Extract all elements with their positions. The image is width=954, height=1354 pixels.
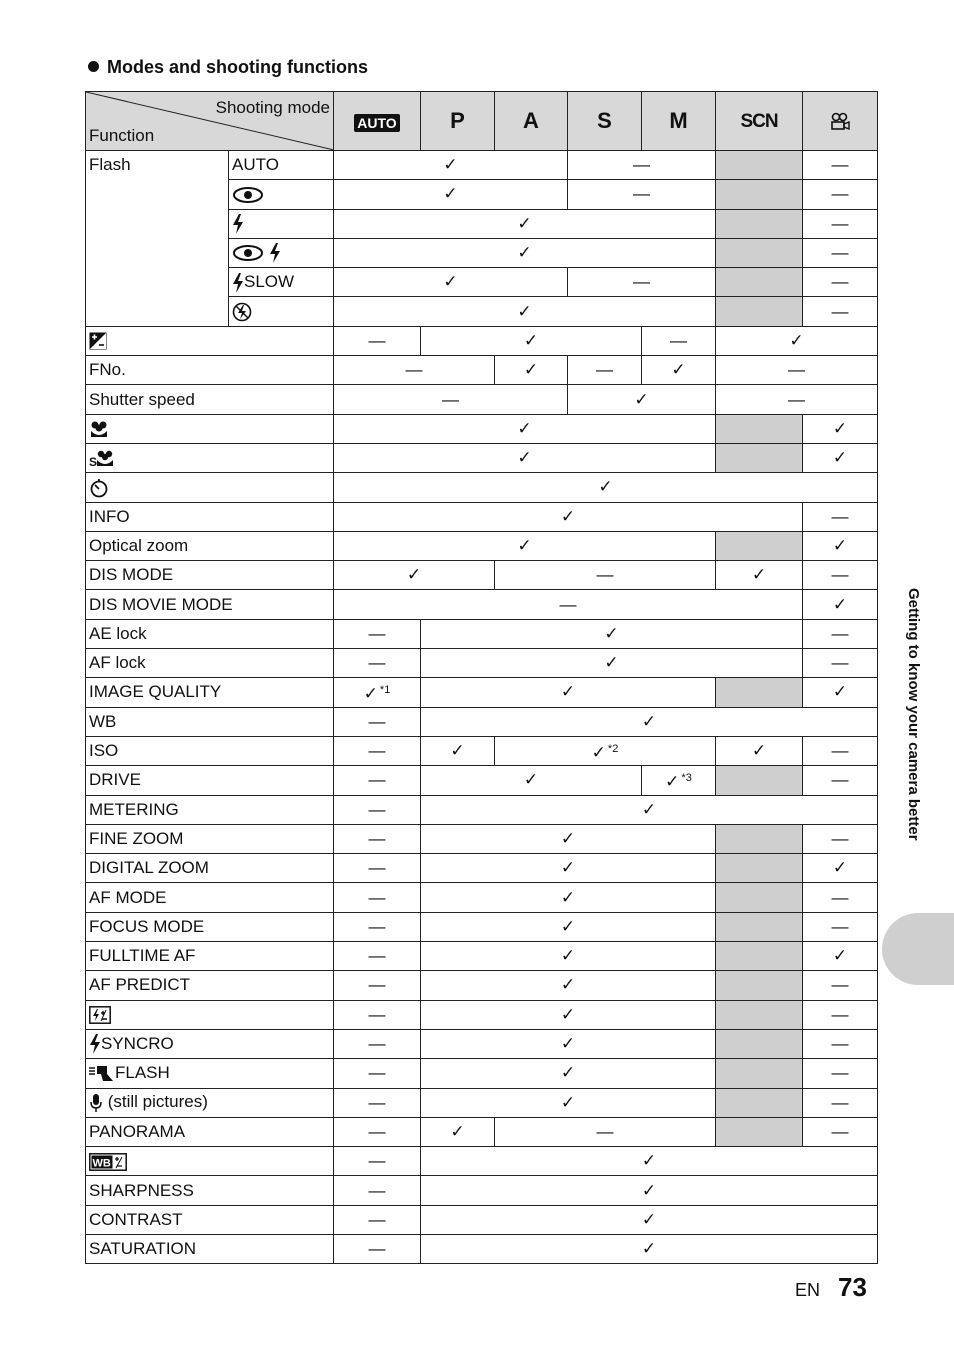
flash-intensity-icon — [89, 1006, 111, 1024]
dash-cell: — — [803, 824, 878, 853]
page-number: 73 — [838, 1272, 867, 1302]
dash-cell: — — [334, 1147, 421, 1176]
check-cell: ✓ — [716, 326, 878, 355]
table-row — [86, 151, 878, 180]
check-cell: ✓ — [421, 824, 716, 853]
dash-cell: — — [334, 590, 803, 619]
unavailable-cell — [716, 942, 803, 971]
dash-cell: — — [334, 854, 421, 883]
check-cell: ✓ — [421, 1029, 716, 1058]
unavailable-cell — [716, 766, 803, 795]
unavailable-cell — [716, 238, 803, 267]
check-cell: ✓ — [803, 942, 878, 971]
flash-auto-label: AUTO — [229, 151, 334, 180]
flash-text: FLASH — [115, 1063, 170, 1083]
super-macro-icon — [89, 448, 115, 468]
microphone-icon — [89, 1093, 103, 1113]
svg-text:WB: WB — [92, 1157, 111, 1170]
unavailable-cell — [716, 414, 803, 443]
check-cell: ✓ — [334, 268, 568, 297]
mode-a-header: A — [495, 92, 568, 151]
dis-mode-label: DIS MODE — [86, 561, 334, 590]
image-quality-label: IMAGE QUALITY — [86, 678, 334, 707]
unavailable-cell — [716, 297, 803, 326]
check-cell: ✓ — [421, 707, 878, 736]
check-cell: ✓ — [421, 1176, 878, 1205]
sharpness-label: SHARPNESS — [86, 1176, 334, 1205]
super-macro-label — [86, 443, 334, 472]
dash-cell: — — [334, 883, 421, 912]
still-pictures-text: (still pictures) — [107, 1092, 208, 1112]
unavailable-cell — [716, 1059, 803, 1088]
table-row — [86, 1088, 878, 1117]
mode-s-header: S — [568, 92, 642, 151]
unavailable-cell — [716, 209, 803, 238]
check-cell: ✓ — [421, 1205, 878, 1234]
table-row — [86, 356, 878, 385]
unavailable-cell — [716, 883, 803, 912]
table-row — [86, 1234, 878, 1263]
dash-cell: — — [568, 268, 716, 297]
shooting-mode-label: Shooting mode — [215, 98, 330, 117]
dash-cell: — — [334, 1000, 421, 1029]
dash-cell: — — [803, 1117, 878, 1146]
dash-cell: — — [334, 971, 421, 1000]
check-cell: ✓ — [421, 649, 803, 678]
check-cell: ✓ — [421, 883, 716, 912]
dash-cell: — — [803, 883, 878, 912]
dash-cell: — — [334, 1176, 421, 1205]
svg-text:S: S — [89, 455, 98, 469]
table-row — [86, 678, 878, 707]
footnote-ref: *1 — [379, 684, 391, 697]
table-row — [86, 473, 878, 502]
optical-zoom-label: Optical zoom — [86, 531, 334, 560]
table-row — [86, 1205, 878, 1234]
table-header-row — [86, 92, 878, 151]
check-cell: ✓ — [334, 297, 716, 326]
table-row — [86, 912, 878, 941]
focus-mode-label: FOCUS MODE — [86, 912, 334, 941]
dash-cell: — — [334, 1117, 421, 1146]
check-mark: ✓ — [665, 772, 680, 792]
table-row — [86, 707, 878, 736]
flash-fill-label — [229, 209, 334, 238]
check-cell: ✓ — [803, 854, 878, 883]
unavailable-cell — [716, 854, 803, 883]
unavailable-cell — [716, 531, 803, 560]
table-row — [86, 385, 878, 414]
dash-cell: — — [334, 766, 421, 795]
function-label: Function — [89, 126, 155, 145]
check-cell: ✓ — [421, 766, 642, 795]
dash-cell: — — [642, 326, 716, 355]
flash-icon — [232, 214, 244, 234]
panorama-label: PANORAMA — [86, 1117, 334, 1146]
table-row — [86, 883, 878, 912]
mode-scn-header — [716, 92, 803, 151]
dash-cell: — — [334, 649, 421, 678]
header-corner-cell — [86, 92, 334, 151]
flash-off-icon — [232, 302, 252, 322]
footnote-ref: *2 — [607, 743, 619, 756]
flash-slow-label — [229, 268, 334, 297]
chapter-tab — [882, 913, 954, 985]
dash-cell: — — [334, 707, 421, 736]
dash-cell: — — [334, 326, 421, 355]
check-cell: ✓ — [421, 912, 716, 941]
check-cell: ✓ — [334, 238, 716, 267]
section-heading-text: Modes and shooting functions — [107, 57, 368, 77]
check-cell: ✓ — [421, 1234, 878, 1263]
check-cell: ✓ — [803, 531, 878, 560]
table-row — [86, 1029, 878, 1058]
slow-text: SLOW — [244, 272, 295, 292]
flash-intensity-label — [86, 1000, 334, 1029]
digital-zoom-label: DIGITAL ZOOM — [86, 854, 334, 883]
wb-adjust-icon — [89, 1153, 127, 1171]
af-mode-label: AF MODE — [86, 883, 334, 912]
table-row — [86, 1117, 878, 1146]
check-cell: ✓ — [421, 942, 716, 971]
check-cell: ✓ — [421, 1088, 716, 1117]
dash-cell: — — [803, 297, 878, 326]
flash-icon — [89, 1034, 101, 1054]
check-cell: ✓ — [421, 1117, 495, 1146]
dash-cell: — — [803, 619, 878, 648]
unavailable-cell — [716, 971, 803, 1000]
check-note-cell — [495, 736, 716, 765]
dash-cell: — — [334, 1029, 421, 1058]
check-cell: ✓ — [334, 531, 716, 560]
dash-cell: — — [803, 238, 878, 267]
saturation-label: SATURATION — [86, 1234, 334, 1263]
dash-cell: — — [334, 619, 421, 648]
dash-cell: — — [803, 1088, 878, 1117]
table-row — [86, 1147, 878, 1176]
table-row — [86, 619, 878, 648]
check-cell: ✓ — [334, 473, 878, 502]
table-row — [86, 326, 878, 355]
dash-cell: — — [716, 385, 878, 414]
dash-cell: — — [803, 736, 878, 765]
check-cell: ✓ — [421, 678, 716, 707]
unavailable-cell — [716, 151, 803, 180]
check-cell: ✓ — [421, 795, 878, 824]
af-lock-label: AF lock — [86, 649, 334, 678]
table-row — [86, 854, 878, 883]
check-cell: ✓ — [421, 326, 642, 355]
check-cell: ✓ — [421, 1147, 878, 1176]
dash-cell: — — [803, 151, 878, 180]
check-cell: ✓ — [421, 619, 803, 648]
check-cell: ✓ — [421, 1000, 716, 1029]
unavailable-cell — [716, 180, 803, 209]
table-row — [86, 1059, 878, 1088]
dash-cell: — — [803, 268, 878, 297]
check-cell: ✓ — [421, 1059, 716, 1088]
table-row — [86, 942, 878, 971]
dash-cell: — — [334, 385, 568, 414]
dash-cell: — — [568, 180, 716, 209]
footnote-ref: *3 — [681, 772, 692, 785]
table-row — [86, 531, 878, 560]
check-cell: ✓ — [334, 502, 803, 531]
check-cell: ✓ — [803, 443, 878, 472]
iso-label: ISO — [86, 736, 334, 765]
check-cell: ✓ — [334, 414, 716, 443]
red-eye-icon — [232, 244, 264, 262]
flash-redeye-fill-label — [229, 238, 334, 267]
movie-camera-icon — [829, 112, 851, 132]
shutter-speed-label: Shutter speed — [86, 385, 334, 414]
dash-cell: — — [803, 209, 878, 238]
dash-cell: — — [334, 1234, 421, 1263]
bullet-icon — [88, 61, 99, 72]
chapter-side-label: Getting to know your camera better — [905, 588, 922, 841]
dash-cell: — — [334, 356, 495, 385]
dash-cell: — — [495, 1117, 716, 1146]
table-row — [86, 795, 878, 824]
check-cell: ✓ — [642, 356, 716, 385]
table-row — [86, 1176, 878, 1205]
flash-icon — [269, 243, 281, 263]
unavailable-cell — [716, 268, 803, 297]
flash-redeye-label — [229, 180, 334, 209]
mode-auto-header — [334, 92, 421, 151]
check-cell: ✓ — [334, 151, 568, 180]
mode-m-header: M — [642, 92, 716, 151]
metering-label: METERING — [86, 795, 334, 824]
unavailable-cell — [716, 1000, 803, 1029]
dash-cell: — — [334, 736, 421, 765]
unavailable-cell — [716, 912, 803, 941]
table-row — [86, 766, 878, 795]
ae-lock-label: AE lock — [86, 619, 334, 648]
unavailable-cell — [716, 678, 803, 707]
macro-flower-icon — [89, 419, 109, 439]
mode-movie-header — [803, 92, 878, 151]
table-row — [86, 736, 878, 765]
dash-cell: — — [334, 795, 421, 824]
self-timer-icon — [89, 478, 109, 498]
check-cell: ✓ — [421, 736, 495, 765]
check-cell: ✓ — [421, 971, 716, 1000]
table-row — [86, 590, 878, 619]
check-cell: ✓ — [495, 356, 568, 385]
dash-cell: — — [803, 502, 878, 531]
table-row — [86, 502, 878, 531]
flash-icon — [232, 273, 244, 293]
syncro-label — [86, 1029, 334, 1058]
table-row — [86, 971, 878, 1000]
red-eye-icon — [232, 186, 264, 204]
check-mark: ✓ — [363, 684, 378, 704]
check-cell: ✓ — [334, 209, 716, 238]
dash-cell: — — [568, 356, 642, 385]
table-row — [86, 414, 878, 443]
dash-cell: — — [568, 151, 716, 180]
unavailable-cell — [716, 824, 803, 853]
dash-cell: — — [803, 971, 878, 1000]
wb-label: WB — [86, 707, 334, 736]
table-row — [86, 649, 878, 678]
check-note-cell — [642, 766, 716, 795]
syncro-text: SYNCRO — [101, 1033, 174, 1053]
info-label: INFO — [86, 502, 334, 531]
macro-label — [86, 414, 334, 443]
modes-functions-table — [85, 91, 878, 1264]
dash-cell: — — [334, 1205, 421, 1234]
dash-cell: — — [803, 649, 878, 678]
dash-cell: — — [334, 942, 421, 971]
check-cell: ✓ — [334, 180, 568, 209]
contrast-label: CONTRAST — [86, 1205, 334, 1234]
self-timer-label — [86, 473, 334, 502]
check-cell: ✓ — [803, 414, 878, 443]
external-flash-label — [86, 1059, 334, 1088]
fno-label: FNo. — [86, 356, 334, 385]
dash-cell: — — [334, 912, 421, 941]
unavailable-cell — [716, 1117, 803, 1146]
sound-record-label — [86, 1088, 334, 1117]
check-cell: ✓ — [334, 443, 716, 472]
drive-label: DRIVE — [86, 766, 334, 795]
exposure-comp-label — [86, 326, 334, 355]
fulltime-af-label: FULLTIME AF — [86, 942, 334, 971]
check-cell: ✓ — [716, 736, 803, 765]
mode-p-header: P — [421, 92, 495, 151]
scn-mode-label: SCN — [740, 111, 778, 132]
unavailable-cell — [716, 443, 803, 472]
dis-movie-mode-label: DIS MOVIE MODE — [86, 590, 334, 619]
dash-cell: — — [334, 824, 421, 853]
table-row — [86, 561, 878, 590]
auto-mode-icon: AUTO — [354, 114, 399, 132]
external-flash-icon — [89, 1065, 115, 1083]
flash-off-label — [229, 297, 334, 326]
wb-adjust-label — [86, 1147, 334, 1176]
dash-cell: — — [334, 1059, 421, 1088]
dash-cell: — — [716, 356, 878, 385]
dash-cell: — — [334, 1088, 421, 1117]
fine-zoom-label: FINE ZOOM — [86, 824, 334, 853]
dash-cell: — — [803, 561, 878, 590]
table-row — [86, 1000, 878, 1029]
exposure-compensation-icon — [89, 332, 107, 350]
table-row — [86, 443, 878, 472]
check-cell: ✓ — [803, 590, 878, 619]
check-note-cell — [334, 678, 421, 707]
check-cell: ✓ — [421, 854, 716, 883]
dash-cell: — — [803, 1000, 878, 1029]
af-predict-label: AF PREDICT — [86, 971, 334, 1000]
section-heading — [88, 57, 368, 78]
language-code: EN — [795, 1280, 821, 1300]
check-cell: ✓ — [716, 561, 803, 590]
dash-cell: — — [803, 912, 878, 941]
dash-cell: — — [803, 180, 878, 209]
check-cell: ✓ — [803, 678, 878, 707]
flash-label: Flash — [86, 151, 229, 327]
check-mark: ✓ — [591, 743, 606, 763]
dash-cell: — — [495, 561, 716, 590]
unavailable-cell — [716, 1029, 803, 1058]
dash-cell: — — [803, 1059, 878, 1088]
table-row — [86, 824, 878, 853]
dash-cell: — — [803, 1029, 878, 1058]
dash-cell: — — [803, 766, 878, 795]
check-cell: ✓ — [568, 385, 716, 414]
check-cell: ✓ — [334, 561, 495, 590]
unavailable-cell — [716, 1088, 803, 1117]
